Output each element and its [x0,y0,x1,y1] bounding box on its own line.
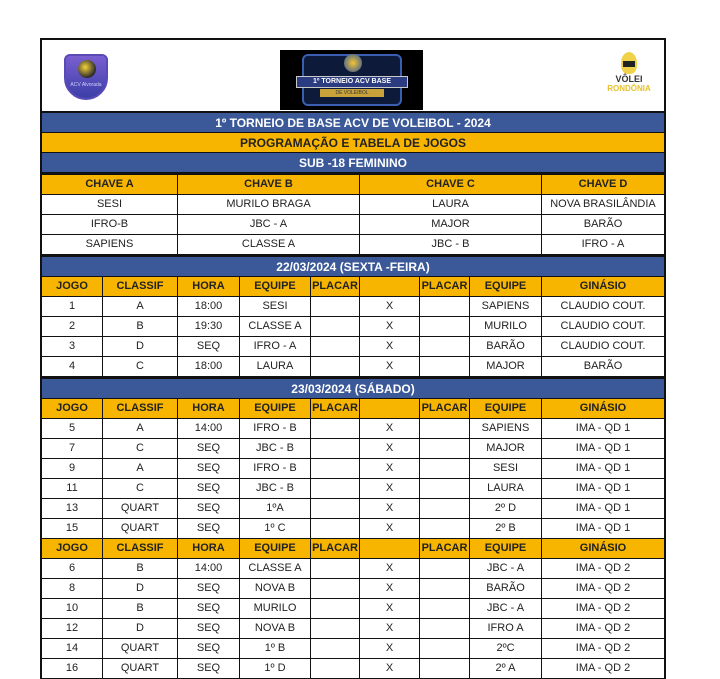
group-team: JBC - A [178,215,360,234]
column-header: JOGO [42,539,103,558]
game-number: 6 [42,559,103,578]
time: 14:00 [178,419,240,438]
home-team: NOVA B [240,619,311,638]
away-team: 2º D [470,499,542,518]
versus: X [360,659,420,678]
home-team: JBC - B [240,439,311,458]
home-score [311,317,360,336]
column-header: PLACAR [420,399,470,418]
versus: X [360,579,420,598]
time: 18:00 [178,357,240,376]
volleyball-icon [344,54,362,72]
classification: B [103,599,178,618]
home-team: 1º C [240,519,311,538]
game-number: 14 [42,639,103,658]
home-team: 1º B [240,639,311,658]
column-header [360,399,420,418]
versus: X [360,479,420,498]
classification: QUART [103,519,178,538]
away-score [420,519,470,538]
groups-row [42,235,664,255]
versus: X [360,619,420,638]
versus: X [360,337,420,356]
gym: IMA - QD 2 [575,582,631,594]
group-team: LAURA [360,195,542,214]
game-number: 4 [42,357,103,376]
gym: IMA - QD 2 [575,662,631,674]
home-team: IFRO - B [240,459,311,478]
category-title: SUB -18 FEMININO [42,153,664,173]
game-row [42,357,664,377]
classification: D [103,337,178,356]
gym: IMA - QD 1 [575,422,631,434]
away-score [420,659,470,678]
column-header: GINÁSIO [579,280,627,292]
classification: QUART [103,659,178,678]
away-team: MAJOR [470,357,542,376]
home-team: 1ºA [240,499,311,518]
day-title: 23/03/2024 (SÁBADO) [42,379,664,399]
groups-row [42,215,664,235]
away-team: LAURA [470,479,542,498]
schedule-subtitle: PROGRAMAÇÃO E TABELA DE JOGOS [42,133,664,153]
home-score [311,479,360,498]
column-header: GINÁSIO [579,542,627,554]
group-header: CHAVE C [360,175,542,194]
versus: X [360,439,420,458]
versus: X [360,599,420,618]
classification: B [103,317,178,336]
column-header: PLACAR [420,539,470,558]
versus: X [360,317,420,336]
game-row [42,519,664,539]
away-score [420,499,470,518]
groups-table [42,175,664,255]
away-team: JBC - A [470,559,542,578]
home-team: IFRO - A [240,337,311,356]
gym: CLAUDIO COUT. [560,320,646,332]
time: 14:00 [178,559,240,578]
group-team: MAJOR [360,215,542,234]
home-team: CLASSE A [240,559,311,578]
group-team: CLASSE A [178,235,360,254]
versus: X [360,559,420,578]
game-row [42,419,664,439]
gym: IMA - QD 1 [575,442,631,454]
home-team: 1º D [240,659,311,678]
column-header: PLACAR [311,277,360,296]
classification: C [103,439,178,458]
column-header: JOGO [42,277,103,296]
player-icon [621,52,637,74]
away-score [420,639,470,658]
time: SEQ [178,459,240,478]
column-header: EQUIPE [470,399,542,418]
game-row [42,337,664,357]
game-number: 13 [42,499,103,518]
time: SEQ [178,599,240,618]
game-row [42,499,664,519]
versus: X [360,639,420,658]
home-team: CLASSE A [240,317,311,336]
group-team: IFRO - A [581,238,625,250]
column-header: HORA [178,277,240,296]
game-number: 12 [42,619,103,638]
versus: X [360,459,420,478]
game-row [42,599,664,619]
column-header: PLACAR [311,399,360,418]
game-number: 16 [42,659,103,678]
time: SEQ [178,439,240,458]
game-number: 5 [42,419,103,438]
home-team: MURILO [240,599,311,618]
group-team: SESI [42,195,178,214]
games-header-row [42,539,664,559]
time: SEQ [178,337,240,356]
group-team: BARÃO [583,218,623,230]
home-score [311,659,360,678]
column-header: EQUIPE [240,399,311,418]
away-score [420,317,470,336]
game-number: 3 [42,337,103,356]
away-team: JBC - A [470,599,542,618]
classification: QUART [103,639,178,658]
column-header: CLASSIF [103,539,178,558]
home-score [311,639,360,658]
home-team: SESI [240,297,311,316]
away-team: 2º B [470,519,542,538]
column-header: CLASSIF [103,277,178,296]
classification: C [103,479,178,498]
away-team: 2º A [470,659,542,678]
group-team: JBC - B [360,235,542,254]
column-header: HORA [178,539,240,558]
gym: IMA - QD 2 [575,622,631,634]
game-number: 10 [42,599,103,618]
away-score [420,357,470,376]
away-team: SESI [470,459,542,478]
games-header-row [42,277,664,297]
home-score [311,297,360,316]
group-team: NOVA BRASILÂNDIA [550,198,656,210]
away-score [420,337,470,356]
time: SEQ [178,619,240,638]
home-score [311,419,360,438]
gym: IMA - QD 2 [575,602,631,614]
column-header: EQUIPE [470,539,542,558]
games-schedule [42,255,664,679]
logo-header [42,40,664,113]
time: SEQ [178,659,240,678]
away-score [420,479,470,498]
versus: X [360,419,420,438]
group-team: SAPIENS [42,235,178,254]
game-row [42,297,664,317]
home-team: JBC - B [240,479,311,498]
schedule-sheet [40,38,666,679]
game-row [42,439,664,459]
tournament-logo: 1º TORNEIO ACV BASE DE VOLEIBOL [280,50,423,110]
column-header: JOGO [42,399,103,418]
gym: IMA - QD 2 [575,562,631,574]
tournament-title: 1º TORNEIO DE BASE ACV DE VOLEIBOL - 2024 [42,113,664,133]
game-row [42,459,664,479]
away-score [420,619,470,638]
classification: C [103,357,178,376]
away-team: 2ºC [470,639,542,658]
column-header: CLASSIF [103,399,178,418]
time: SEQ [178,499,240,518]
classification: QUART [103,499,178,518]
game-row [42,619,664,639]
volleyball-icon [78,60,96,78]
away-score [420,559,470,578]
groups-header-row [42,175,664,195]
group-header: CHAVE B [178,175,360,194]
versus: X [360,357,420,376]
home-score [311,579,360,598]
home-score [311,337,360,356]
away-team: SAPIENS [470,297,542,316]
time: SEQ [178,639,240,658]
group-header: CHAVE A [42,175,178,194]
classification: A [103,459,178,478]
groups-row [42,195,664,215]
classification: D [103,579,178,598]
game-row [42,659,664,679]
away-team: MAJOR [470,439,542,458]
column-header: EQUIPE [240,277,311,296]
group-team: MURILO BRAGA [178,195,360,214]
away-team: MURILO [470,317,542,336]
time: 18:00 [178,297,240,316]
away-team: BARÃO [470,579,542,598]
time: SEQ [178,519,240,538]
column-header: PLACAR [311,539,360,558]
group-header: CHAVE D [578,178,628,190]
home-score [311,619,360,638]
game-number: 8 [42,579,103,598]
game-row [42,579,664,599]
home-score [311,499,360,518]
column-header: HORA [178,399,240,418]
versus: X [360,499,420,518]
home-score [311,559,360,578]
column-header: EQUIPE [470,277,542,296]
column-header [360,277,420,296]
time: 19:30 [178,317,240,336]
time: SEQ [178,479,240,498]
gym: CLAUDIO COUT. [560,300,646,312]
time: SEQ [178,579,240,598]
classification: A [103,419,178,438]
game-row [42,317,664,337]
home-score [311,459,360,478]
classification: D [103,619,178,638]
volei-rondonia-logo: VÔLEI RONDÔNIA [604,52,654,102]
home-score [311,439,360,458]
acv-logo: ACV Alvorada [64,54,108,100]
column-header [360,539,420,558]
game-number: 15 [42,519,103,538]
game-number: 1 [42,297,103,316]
classification: A [103,297,178,316]
gym: BARÃO [583,360,623,372]
home-team: IFRO - B [240,419,311,438]
column-header: EQUIPE [240,539,311,558]
day-title: 22/03/2024 (SEXTA -FEIRA) [42,257,664,277]
gym: IMA - QD 1 [575,522,631,534]
gym: IMA - QD 1 [575,462,631,474]
game-row [42,479,664,499]
game-number: 7 [42,439,103,458]
away-score [420,579,470,598]
away-score [420,459,470,478]
column-header: GINÁSIO [579,402,627,414]
away-team: SAPIENS [470,419,542,438]
game-number: 11 [42,479,103,498]
gym: IMA - QD 1 [575,502,631,514]
game-row [42,559,664,579]
away-score [420,439,470,458]
home-score [311,357,360,376]
versus: X [360,519,420,538]
versus: X [360,297,420,316]
home-team: LAURA [240,357,311,376]
away-score [420,419,470,438]
game-row [42,639,664,659]
games-header-row [42,399,664,419]
gym: IMA - QD 1 [575,482,631,494]
home-score [311,519,360,538]
gym: CLAUDIO COUT. [560,340,646,352]
home-score [311,599,360,618]
away-score [420,599,470,618]
column-header: PLACAR [420,277,470,296]
away-score [420,297,470,316]
classification: B [103,559,178,578]
away-team: BARÃO [470,337,542,356]
home-team: NOVA B [240,579,311,598]
gym: IMA - QD 2 [575,642,631,654]
game-number: 9 [42,459,103,478]
away-team: IFRO A [470,619,542,638]
game-number: 2 [42,317,103,336]
group-team: IFRO-B [42,215,178,234]
